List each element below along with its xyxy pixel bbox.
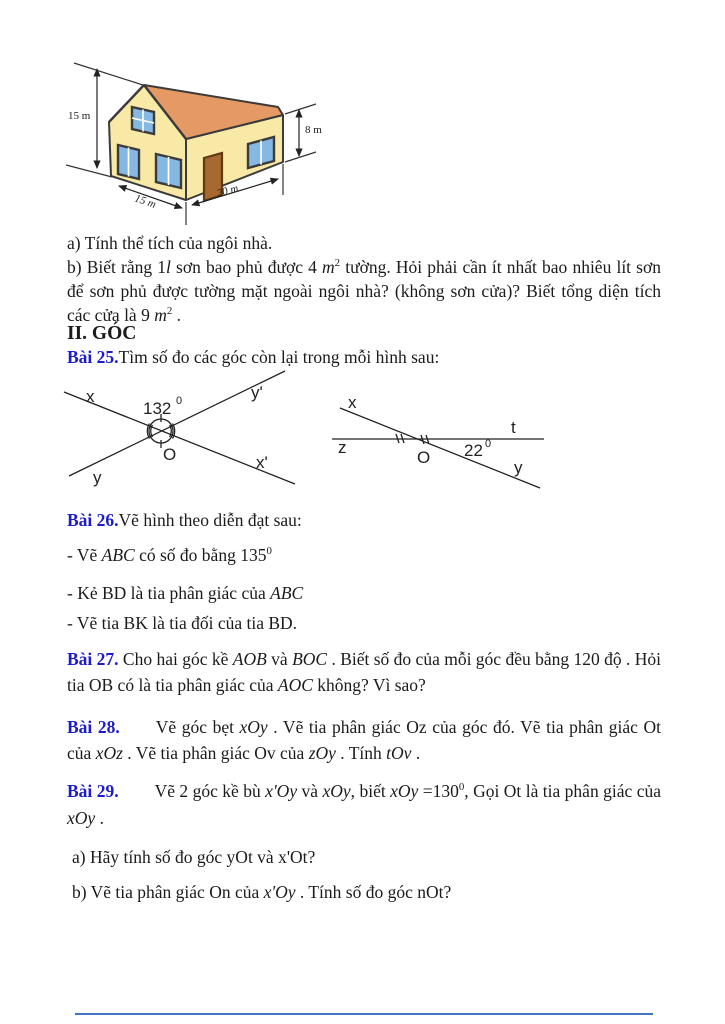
- ray-label-y: y: [514, 458, 523, 477]
- front-window-2: [156, 154, 181, 188]
- problem-29b-text: b) Vẽ tia phân giác On của x'Oy . Tính số đo góc nOt?: [72, 882, 452, 902]
- angle-value-22: 22: [464, 441, 483, 460]
- angle-figure-22: [328, 392, 610, 492]
- house-figure: [66, 55, 401, 227]
- dim-label-8m: 8 m: [305, 124, 322, 136]
- problem-24a-text: a) Tính thể tích của ngôi nhà.: [67, 233, 273, 253]
- ray-label-z: z: [338, 438, 347, 457]
- problem-26-item-2: - Kẻ BD là tia phân giác của ABC: [67, 583, 304, 603]
- ray-label-y: y: [93, 468, 102, 487]
- ray-label-x-prime: x': [256, 453, 268, 472]
- problem-25-text: Bài 25.Tìm số đo các góc còn lại trong mỗi hình sau:: [67, 347, 440, 367]
- ray-label-x: x: [86, 387, 95, 406]
- problem-26-heading: Bài 26.Vẽ hình theo diễn đạt sau:: [67, 510, 302, 530]
- problem-24b-text: b) Biết rằng 1l sơn bao phủ được 4 $m^2$ tường. Hỏi phải cần ít nhất bao nhiêu lít sơn để sơn phủ được tường mặt ngoài ngôi nhà? (không sơn cửa)? Biết tổng diện tích các cửa là 9 $m^2$ .: [67, 257, 661, 325]
- line-x-y: [340, 408, 540, 488]
- section-heading: II. GÓC: [67, 323, 137, 344]
- problem-26-item-3: - Vẽ tia BK là tia đối của tia BD.: [67, 613, 298, 633]
- angle-figure-132: [48, 368, 335, 500]
- vertex-label-O: O: [417, 448, 431, 467]
- ray-label-y-prime: y': [251, 383, 263, 402]
- dim-label-15m-left: 15 m: [68, 110, 91, 122]
- problem-29-text: Bài 29. Vẽ 2 góc kề bù x'Oy và xOy, biết xOy $=130^0$, Gọi Ot là tia phân giác của xOy .: [67, 781, 661, 828]
- problem-26-item-1: - Vẽ ABC có số đo bằng $135^0$: [67, 545, 272, 565]
- footer-divider-line: [75, 1013, 653, 1015]
- angle-degree-sign: 0: [485, 438, 492, 450]
- dim-label-20m: 20 m: [215, 182, 240, 200]
- vertex-label-O: O: [163, 445, 177, 464]
- attic-window: [132, 107, 154, 134]
- problem-29a-text: a) Hãy tính số đo góc yOt và x'Ot?: [72, 847, 316, 867]
- angle-value-132: 132: [143, 399, 172, 418]
- front-window-1: [118, 145, 139, 179]
- ray-label-t: t: [511, 418, 516, 437]
- angle-degree-sign: 0: [176, 395, 183, 407]
- ray-label-x: x: [348, 393, 357, 412]
- problem-28-text: Bài 28. Vẽ góc bẹt xOy . Vẽ tia phân giác Oz của góc đó. Vẽ tia phân giác Ot của xOz . Vẽ tia phân giác Ov của zOy . Tính tOv .: [67, 717, 661, 763]
- problem-27-text: Bài 27. Cho hai góc kề AOB và BOC . Biết số đo của mỗi góc đều bằng 120 độ . Hỏi tia OB có là tia phân giác của AOC không? Vì sao?: [67, 649, 661, 695]
- dim-label-15m-bottom: 15 m: [133, 192, 158, 211]
